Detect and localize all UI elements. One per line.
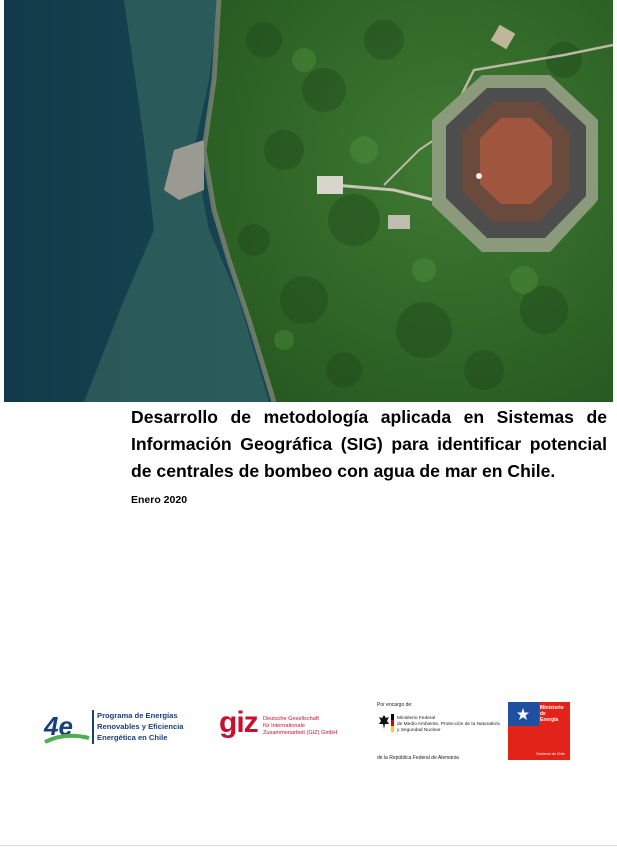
bmu-logo <box>377 702 502 762</box>
4e-logo-icon <box>43 708 93 748</box>
german-flag-icon <box>391 714 394 732</box>
chile-emblem-icon <box>512 706 534 724</box>
program-4e-logo <box>43 708 193 750</box>
ministerio-line: Ministerio de <box>540 705 564 717</box>
page-bottom-rule <box>0 845 617 846</box>
program-line: Energética en Chile <box>97 733 168 742</box>
bmu-header: Por encargo de: <box>377 702 413 708</box>
document-date: Enero 2020 <box>131 494 188 506</box>
giz-line: Zusammenarbeit (GIZ) GmbH <box>263 730 338 736</box>
cover-aerial-image <box>4 0 613 402</box>
program-line: Programa de Energías <box>97 711 178 720</box>
ministerio-line: Energía <box>540 717 559 723</box>
ministerio-energia-logo <box>508 702 570 760</box>
giz-line: Deutsche Gesellschaft <box>263 716 319 722</box>
program-line: Renovables y Eficiencia <box>97 722 184 731</box>
aerial-photo-icon <box>4 0 613 402</box>
ministerio-label <box>540 705 570 723</box>
bmu-line: y Seguridad Nuclear <box>397 728 441 733</box>
giz-logo <box>219 706 359 746</box>
program-text <box>97 710 207 743</box>
giz-line: für Internationale <box>263 723 305 729</box>
bmu-ministry-text <box>397 716 502 734</box>
gobierno-label: Gobierno de Chile <box>536 752 565 756</box>
giz-text <box>263 716 363 737</box>
bmu-line: de Medio Ambiente, Protección de la Naturaleza <box>397 722 500 727</box>
bmu-footer: de la República Federal de Alemania <box>377 755 459 761</box>
document-title: Desarrollo de metodología aplicada en Sistemas de Información Geográfica (SIG) para identificar potencial de centrales de bombeo con agua de mar en Chile. <box>131 407 607 481</box>
logos-row <box>0 690 617 770</box>
program-divider <box>92 710 94 744</box>
giz-wordmark: giz <box>219 706 258 739</box>
federal-eagle-icon <box>378 714 390 730</box>
svg-text:4e: 4e <box>44 711 73 741</box>
bmu-line: Ministerio Federal <box>397 716 436 721</box>
